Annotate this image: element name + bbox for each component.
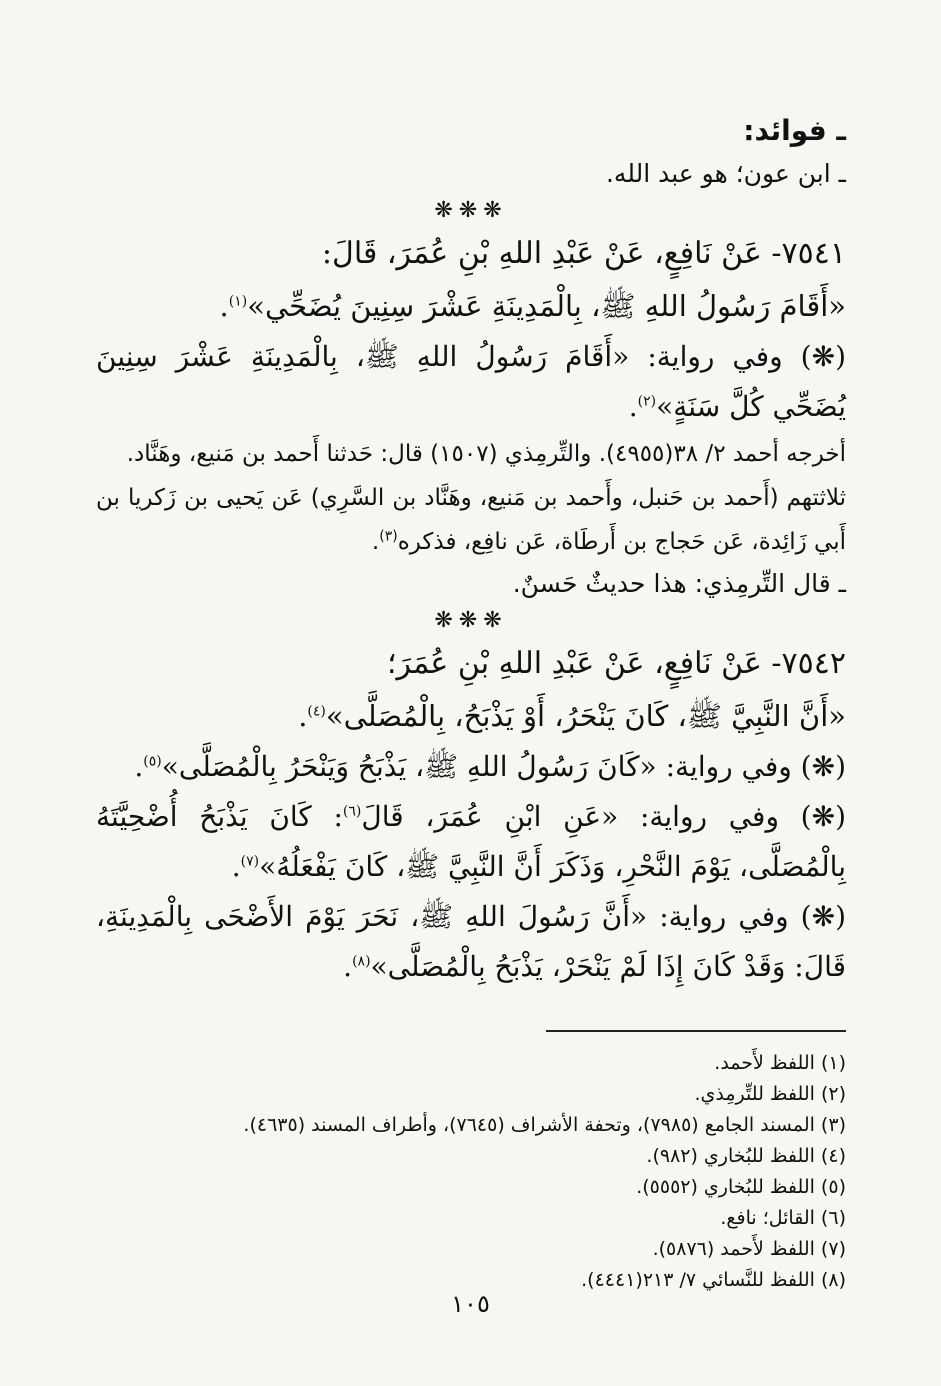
- hadith-7542-head: ٧٥٤٢- عَنْ نَافِعٍ، عَنْ عَبْدِ اللهِ بْنِ عُمَرَ؛: [386, 646, 846, 681]
- punctuation: .: [219, 289, 229, 323]
- hadith-7541-head: ٧٥٤١- عَنْ نَافِعٍ، عَنْ عَبْدِ اللهِ بْنِ عُمَرَ، قَالَ:: [321, 236, 846, 271]
- tirmidhi-grading: ـ قال التِّرمِذي: هذا حديثٌ حَسنٌ.: [512, 569, 846, 598]
- footnote-ref-2[interactable]: (٢): [637, 393, 657, 410]
- takhrij-line-2: [96, 476, 846, 564]
- footnote-7: (٧) اللفظ لأَحمد (٥٨٧٦).: [652, 1238, 846, 1260]
- footnote-ref-7[interactable]: (٧): [240, 853, 260, 870]
- footnote-ref-4[interactable]: (٤): [307, 703, 326, 720]
- punctuation: .: [371, 529, 380, 555]
- punctuation: .: [343, 950, 353, 983]
- riwaya-3-text: (❋) وفي رواية: «أَنَّ رَسُولَ اللهِ ﷺ، نَحَرَ يَوْمَ الأَضْحَى بِالْمَدِينَةِ، قَالَ: وَقَدْ كَانَ إِذَا لَمْ يَنْحَرْ، يَذْبَحُ بِالْمُصَلَّى»: [96, 900, 846, 983]
- takhrij-line-1: أخرجه أحمد ٢/ ٣٨(٤٩٥٥). والتِّرمِذي (١٥٠٧) قال: حَدثنا أَحمد بن مَنيع، وهَنَّاد.: [126, 441, 846, 467]
- footnote-ref-3[interactable]: (٣): [379, 528, 398, 545]
- page-number: ١٠٥: [451, 1290, 490, 1318]
- footnote-4: (٤) اللفظ للبُخاري (٩٨٢).: [646, 1145, 846, 1167]
- footnote-2: (٢) اللفظ للتِّرمِذي.: [694, 1083, 846, 1105]
- footnote-ref-5[interactable]: (٥): [143, 753, 162, 770]
- takhrij-line-2-text: ثلاثتهم (أَحمد بن حَنبل، وأَحمد بن مَنيع، وهَنَّاد بن السَّرِي) عَن يَحيى بن زَكريا بن أَبي زَائِدة، عَن حَجاج بن أَرطَاة، عَن نافِع، فذكره: [96, 485, 846, 555]
- footnote-5: (٥) اللفظ للبُخاري (٥٥٥٢).: [636, 1176, 846, 1198]
- section-separator: ❋❋❋: [434, 198, 508, 223]
- riwaya-1-text: (❋) وفي رواية: «كَانَ رَسُولُ اللهِ ﷺ، يَذْبَحُ وَيَنْحَرُ بِالْمُصَلَّى»: [161, 750, 846, 783]
- footnote-6: (٦) القائل؛ نافع.: [720, 1207, 846, 1229]
- hadith-7542-matn: [96, 690, 846, 742]
- footnote-8: (٨) اللفظ للنَّسائي ٧/ ٢١٣(٤٤٤١).: [581, 1269, 846, 1291]
- page-body: [96, 108, 846, 1296]
- footnote-divider: [546, 1030, 846, 1032]
- hadith-7542-riwaya-2: [96, 792, 846, 892]
- fawaid-note: ـ ابن عون؛ هو عبد الله.: [605, 159, 846, 188]
- hadith-7541-matn-text: «أَقَامَ رَسُولُ اللهِ ﷺ، بِالْمَدِينَةِ عَشْرَ سِنِينَ يُضَحِّي»: [247, 289, 846, 323]
- punctuation: .: [298, 699, 308, 733]
- hadith-7542-riwaya-3: [96, 892, 846, 992]
- punctuation: .: [134, 750, 144, 783]
- hadith-7541-riwaya: [96, 332, 846, 432]
- fawaid-heading: ـ فوائد:: [743, 114, 846, 147]
- footnote-ref-6[interactable]: (٦): [342, 803, 362, 820]
- hadith-7541-riwaya-text: (❋) وفي رواية: «أَقَامَ رَسُولُ اللهِ ﷺ، بِالْمَدِينَةِ عَشْرَ سِنِينَ يُضَحِّي كُلَّ سَنَةٍ»: [96, 340, 846, 423]
- hadith-7541-matn: [96, 280, 846, 332]
- section-separator-2: ❋❋❋: [434, 608, 508, 633]
- footnote-ref-1[interactable]: (١): [228, 293, 248, 310]
- riwaya-2-text-b: : كَانَ يَذْبَحُ أُضْحِيَّتَهُ بِالْمُصَلَّى، يَوْمَ النَّحْرِ، وَذَكَرَ أَنَّ النَّبِيَّ ﷺ، كَانَ يَفْعَلُهُ»: [96, 800, 846, 883]
- footnote-1: (١) اللفظ لأَحمد.: [714, 1052, 846, 1074]
- punctuation: .: [231, 850, 241, 883]
- hadith-7542-riwaya-1: [96, 742, 846, 792]
- footnotes: [96, 1048, 846, 1296]
- hadith-7542-matn-text: «أَنَّ النَّبِيَّ ﷺ، كَانَ يَنْحَرُ، أَوْ يَذْبَحُ، بِالْمُصَلَّى»: [325, 699, 846, 733]
- riwaya-2-text-a: (❋) وفي رواية: «عَنِ ابْنِ عُمَرَ، قَالَ: [361, 800, 846, 833]
- punctuation: .: [628, 390, 638, 423]
- footnote-ref-8[interactable]: (٨): [352, 953, 371, 970]
- footnote-3: (٣) المسند الجامع (٧٩٨٥)، وتحفة الأشراف (٧٦٤٥)، وأطراف المسند (٤٦٣٥).: [243, 1114, 846, 1136]
